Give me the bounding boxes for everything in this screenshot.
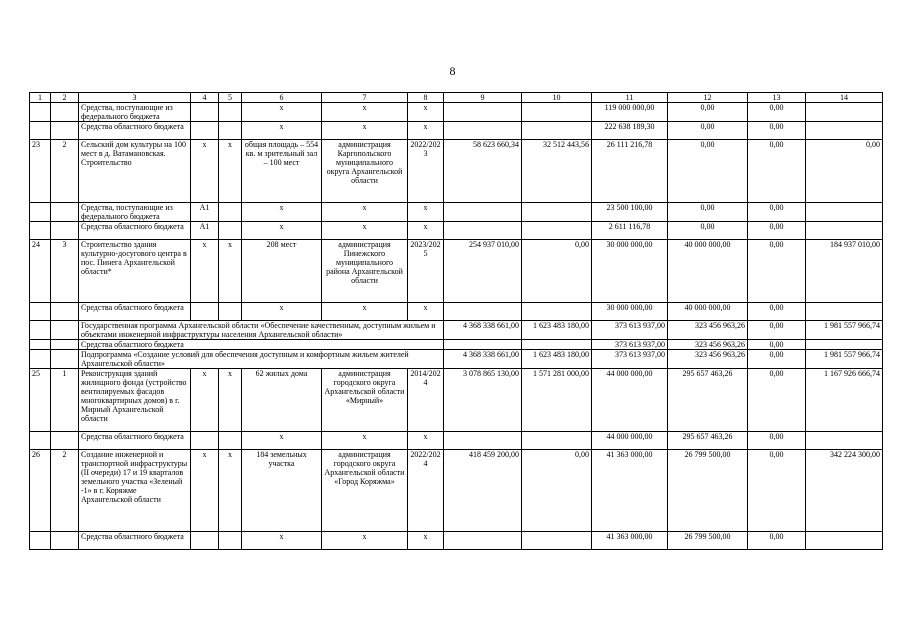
table-cell: [444, 432, 522, 450]
table-cell: Средства областного бюджета: [79, 303, 191, 321]
table-cell: х: [322, 103, 408, 122]
table-cell: 4 368 338 661,00: [444, 321, 522, 340]
table-cell: Средства областного бюджета: [79, 222, 191, 240]
table-cell: х: [322, 222, 408, 240]
table-cell: [51, 303, 79, 321]
table-cell: х: [242, 103, 322, 122]
table-cell: 2: [51, 140, 79, 203]
column-number: 5: [219, 93, 242, 103]
table-cell: администрация Каргопольского муниципального округа Архангельской области: [322, 140, 408, 203]
table-cell: 418 459 200,00: [444, 450, 522, 532]
table-row-program: [30, 321, 883, 340]
table-cell: 0,00: [748, 303, 806, 321]
table-cell: [30, 222, 51, 240]
table-cell: х: [219, 240, 242, 303]
table-cell: [219, 532, 242, 550]
table-cell: [444, 340, 522, 350]
table-row-source: [30, 222, 883, 240]
column-number: 12: [668, 93, 748, 103]
table-cell: х: [191, 450, 219, 532]
table-cell: [51, 222, 79, 240]
table-cell: Строительство здания культурно-досугового центра в пос. Пинега Архангельской области*: [79, 240, 191, 303]
table-cell: [444, 122, 522, 140]
table-cell: 323 456 963,26: [668, 321, 748, 340]
table-cell: 0,00: [748, 340, 806, 350]
table-cell: [30, 303, 51, 321]
table-cell: х: [219, 450, 242, 532]
table-cell: [219, 203, 242, 222]
table-cell: Средства областного бюджета: [79, 122, 191, 140]
table-cell: 0,00: [668, 103, 748, 122]
table-cell: 1: [51, 369, 79, 432]
column-number: 11: [592, 93, 668, 103]
table-cell: [191, 103, 219, 122]
table-cell: [30, 432, 51, 450]
table-cell: 0,00: [748, 369, 806, 432]
column-number: 14: [806, 93, 883, 103]
table-cell: [51, 432, 79, 450]
table-cell: 0,00: [748, 203, 806, 222]
table-cell: 23: [30, 140, 51, 203]
table-cell: х: [242, 303, 322, 321]
table-cell: 0,00: [668, 140, 748, 203]
table-cell: х: [242, 532, 322, 550]
table-row-program: [30, 340, 883, 350]
table-cell: [219, 103, 242, 122]
table-cell: 26 111 216,78: [592, 140, 668, 203]
table-cell: [30, 103, 51, 122]
table-cell: 2023/2025: [408, 240, 444, 303]
table-cell: х: [322, 432, 408, 450]
page-number: 8: [449, 64, 456, 78]
table-cell: 0,00: [522, 450, 592, 532]
table-cell: [51, 350, 79, 369]
table-cell: х: [408, 103, 444, 122]
table-cell: А1: [191, 222, 219, 240]
table-cell: х: [219, 369, 242, 432]
table-cell: х: [242, 222, 322, 240]
table-cell: [191, 432, 219, 450]
table-cell: х: [242, 432, 322, 450]
table-cell: [444, 532, 522, 550]
table-cell: 373 613 937,00: [592, 340, 668, 350]
table-cell: 26: [30, 450, 51, 532]
table-row-source: [30, 432, 883, 450]
column-number: 6: [242, 93, 322, 103]
table-cell: 0,00: [522, 240, 592, 303]
budget-table: [29, 92, 883, 550]
table-cell: [219, 303, 242, 321]
table-cell: [191, 303, 219, 321]
table-cell: Средства, поступающие из федерального бюджета: [79, 203, 191, 222]
table-cell: х: [322, 122, 408, 140]
table-cell: 254 937 010,00: [444, 240, 522, 303]
table-cell: [806, 122, 883, 140]
table-cell: 1 623 483 180,00: [522, 321, 592, 340]
table-cell: 30 000 000,00: [592, 303, 668, 321]
table-cell: [30, 350, 51, 369]
table-cell: [806, 222, 883, 240]
table-cell: Средства, поступающие из федерального бюджета: [79, 103, 191, 122]
table-cell: [522, 532, 592, 550]
table-cell: х: [322, 532, 408, 550]
table-cell: 26 799 500,00: [668, 450, 748, 532]
table-cell: 323 456 963,26: [668, 350, 748, 369]
table-cell: [522, 122, 592, 140]
table-cell: х: [219, 140, 242, 203]
table-cell: 3: [51, 240, 79, 303]
column-number: 9: [444, 93, 522, 103]
table-row-source: [30, 122, 883, 140]
table-cell: [51, 532, 79, 550]
table-cell: 295 657 463,26: [668, 369, 748, 432]
table-cell: 25: [30, 369, 51, 432]
table-cell: общая площадь – 554 кв. м зрительный зал – 100 мест: [242, 140, 322, 203]
table-cell: [806, 303, 883, 321]
table-cell: [51, 340, 79, 350]
table-cell: 0,00: [748, 222, 806, 240]
table-cell: Средства областного бюджета: [79, 532, 191, 550]
column-number: 2: [51, 93, 79, 103]
table-cell: х: [322, 203, 408, 222]
table-cell: администрация городского округа Архангельской области «Город Коряжма»: [322, 450, 408, 532]
table-cell: 295 657 463,26: [668, 432, 748, 450]
table-cell: [51, 122, 79, 140]
table-cell: [806, 432, 883, 450]
table-cell: [806, 203, 883, 222]
table-cell: Создание инженерной и транспортной инфраструктуры (II очереди) 17 и 19 кварталов земельного участка «Зеленый -1» в г. Коряжме Архангельской области: [79, 450, 191, 532]
table-cell: [522, 340, 592, 350]
table-cell: [30, 203, 51, 222]
program-title-cell: Средства областного бюджета: [79, 340, 444, 350]
table-cell: 0,00: [748, 321, 806, 340]
table-cell: [444, 103, 522, 122]
table-cell: 184 937 010,00: [806, 240, 883, 303]
table-cell: 62 жилых дома: [242, 369, 322, 432]
table-cell: 373 613 937,00: [592, 321, 668, 340]
table-cell: 44 000 000,00: [592, 432, 668, 450]
table-row-source: [30, 303, 883, 321]
table-cell: [522, 222, 592, 240]
table-cell: 0,00: [748, 432, 806, 450]
column-number: 3: [79, 93, 191, 103]
table-row-item: [30, 450, 883, 532]
table-cell: [806, 532, 883, 550]
table-cell: 32 512 443,56: [522, 140, 592, 203]
table-cell: [219, 222, 242, 240]
table-row-source: [30, 203, 883, 222]
table-cell: [30, 340, 51, 350]
table-cell: [444, 203, 522, 222]
table-cell: [444, 222, 522, 240]
table-cell: х: [242, 203, 322, 222]
table-cell: администрация городского округа Архангельской области «Мирный»: [322, 369, 408, 432]
table-cell: 0,00: [748, 240, 806, 303]
table-cell: 323 456 963,26: [668, 340, 748, 350]
table-cell: х: [408, 532, 444, 550]
table-cell: Реконструкция зданий жилищного фонда (устройство вентилируемых фасадов многоквартирных домов) в г. Мирный Архангельской области: [79, 369, 191, 432]
table-cell: [191, 122, 219, 140]
table-cell: 1 167 926 666,74: [806, 369, 883, 432]
table-row-item: [30, 140, 883, 203]
table-row-source: [30, 532, 883, 550]
table-cell: 3 078 865 130,00: [444, 369, 522, 432]
table-cell: [522, 303, 592, 321]
table-cell: 40 000 000,00: [668, 240, 748, 303]
table-cell: х: [322, 303, 408, 321]
table-cell: х: [408, 203, 444, 222]
table-cell: х: [408, 432, 444, 450]
column-number-row: [30, 93, 883, 103]
table-cell: администрация Пинежского муниципального района Архангельской области: [322, 240, 408, 303]
table-cell: [522, 432, 592, 450]
table-cell: 1 981 557 966,74: [806, 350, 883, 369]
table-row-item: [30, 240, 883, 303]
table-cell: [30, 321, 51, 340]
table-cell: 4 368 338 661,00: [444, 350, 522, 369]
table-cell: 1 623 483 180,00: [522, 350, 592, 369]
table-cell: 373 613 937,00: [592, 350, 668, 369]
table-cell: 342 224 300,00: [806, 450, 883, 532]
table-cell: [191, 532, 219, 550]
table-cell: х: [408, 303, 444, 321]
program-title-cell: Государственная программа Архангельской области «Обеспечение качественным, доступным жильем и объектами инженерной инфраструктуры населения Архангельской области»: [79, 321, 444, 340]
table-cell: 41 363 000,00: [592, 450, 668, 532]
column-number: 7: [322, 93, 408, 103]
table-body: [30, 93, 883, 550]
table-cell: [30, 532, 51, 550]
table-cell: 23 500 100,00: [592, 203, 668, 222]
table-cell: [51, 203, 79, 222]
table-cell: 1 981 557 966,74: [806, 321, 883, 340]
table-cell: 119 000 000,00: [592, 103, 668, 122]
table-cell: 44 000 000,00: [592, 369, 668, 432]
table-cell: 58 623 660,34: [444, 140, 522, 203]
table-cell: 184 земельных участка: [242, 450, 322, 532]
table-cell: 0,00: [748, 103, 806, 122]
table-cell: 2014/2024: [408, 369, 444, 432]
program-title-cell: Подпрограмма «Создание условий для обеспечения доступным и комфортным жильем жителей Архангельской области»: [79, 350, 444, 369]
column-number: 1: [30, 93, 51, 103]
table-cell: 0,00: [748, 450, 806, 532]
table-cell: [806, 103, 883, 122]
table-cell: 2022/2023: [408, 140, 444, 203]
table-cell: 0,00: [748, 350, 806, 369]
table-cell: 0,00: [748, 532, 806, 550]
column-number: 10: [522, 93, 592, 103]
table-cell: [806, 340, 883, 350]
table-row-item: [30, 369, 883, 432]
table-cell: 0,00: [668, 222, 748, 240]
table-cell: х: [408, 122, 444, 140]
table-cell: [51, 321, 79, 340]
table-cell: 41 363 000,00: [592, 532, 668, 550]
table-cell: 24: [30, 240, 51, 303]
table-cell: [219, 432, 242, 450]
table-cell: 30 000 000,00: [592, 240, 668, 303]
column-number: 13: [748, 93, 806, 103]
table-cell: Сельский дом культуры на 100 мест в д. Ватамановская. Строительство: [79, 140, 191, 203]
table-cell: х: [191, 140, 219, 203]
table-cell: А1: [191, 203, 219, 222]
table-cell: [219, 122, 242, 140]
table-cell: 1 571 281 000,00: [522, 369, 592, 432]
table-cell: 2022/2024: [408, 450, 444, 532]
table-cell: Средства областного бюджета: [79, 432, 191, 450]
table-cell: [522, 103, 592, 122]
table-cell: 26 799 500,00: [668, 532, 748, 550]
column-number: 8: [408, 93, 444, 103]
table-cell: 208 мест: [242, 240, 322, 303]
table-cell: 222 638 189,30: [592, 122, 668, 140]
table-cell: 2: [51, 450, 79, 532]
table-cell: х: [191, 240, 219, 303]
table-cell: 0,00: [806, 140, 883, 203]
table-cell: [444, 303, 522, 321]
table-cell: 0,00: [668, 122, 748, 140]
table-row-source: [30, 103, 883, 122]
table-cell: х: [191, 369, 219, 432]
table-cell: 40 000 000,00: [668, 303, 748, 321]
table-cell: [51, 103, 79, 122]
table-cell: [30, 122, 51, 140]
table-cell: 2 611 116,78: [592, 222, 668, 240]
table-cell: 0,00: [668, 203, 748, 222]
table-cell: х: [408, 222, 444, 240]
table-cell: х: [242, 122, 322, 140]
column-number: 4: [191, 93, 219, 103]
table-cell: 0,00: [748, 140, 806, 203]
table-cell: 0,00: [748, 122, 806, 140]
table-cell: [522, 203, 592, 222]
table-row-program: [30, 350, 883, 369]
